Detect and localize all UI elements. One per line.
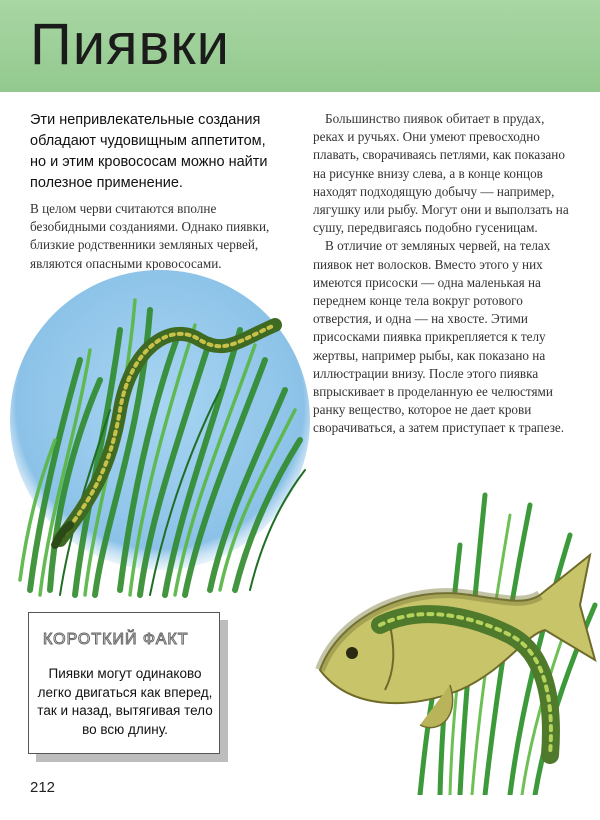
- right-column: [313, 110, 575, 438]
- leech-on-fish-illustration: [300, 475, 600, 795]
- body-paragraph-right-1: Большинство пиявок обитает в прудах, реках и ручьях. Они умеют превосходно плавать, сворачиваясь петлями, как показано на рисунке внизу слева, а в конце концов находят подходящую добычу — например, лягушку или рыбу. Могут они и выползать на сушу, передвигаясь подобно гусеницам.: [313, 111, 569, 236]
- fact-box-text: Пиявки могут одинаково легко двигаться как вперед, так и назад, вытягивая тело во всю длину.: [37, 666, 213, 737]
- body-paragraph-left: В целом черви считаются вполне безобидными созданиями. Однако пиявки, близкие родственники земляных червей, являются опасными кровососами.: [30, 201, 270, 271]
- fact-box-title: КОРОТКИЙ ФАКТ: [43, 631, 189, 648]
- body-paragraph-right-2: В отличие от земляных червей, на телах пиявок нет волосков. Вместо этого у них имеются присоски — одна маленькая на переднем конце тела вокруг ротового отверстия, и одна — на хвосте. Этими присосками пиявка прикрепляется к телу жертвы, например рыбы, как показано на иллюстрации внизу. После этого пиявка впрыскивает в проделанную ее челюстями ранку вещество, которое не дает крови сворачиваться, а затем приступает к трапезе.: [313, 238, 565, 436]
- fact-box: [28, 612, 220, 754]
- swimming-leech-illustration: [0, 270, 315, 610]
- page-number: 212: [30, 779, 56, 796]
- intro-text: Эти непривлекательные создания обладают чудовищным аппетитом, но и этим кровососам можно найти полезное применение.: [30, 112, 268, 191]
- page-title: Пиявки: [30, 12, 231, 77]
- header-banner: [0, 0, 600, 92]
